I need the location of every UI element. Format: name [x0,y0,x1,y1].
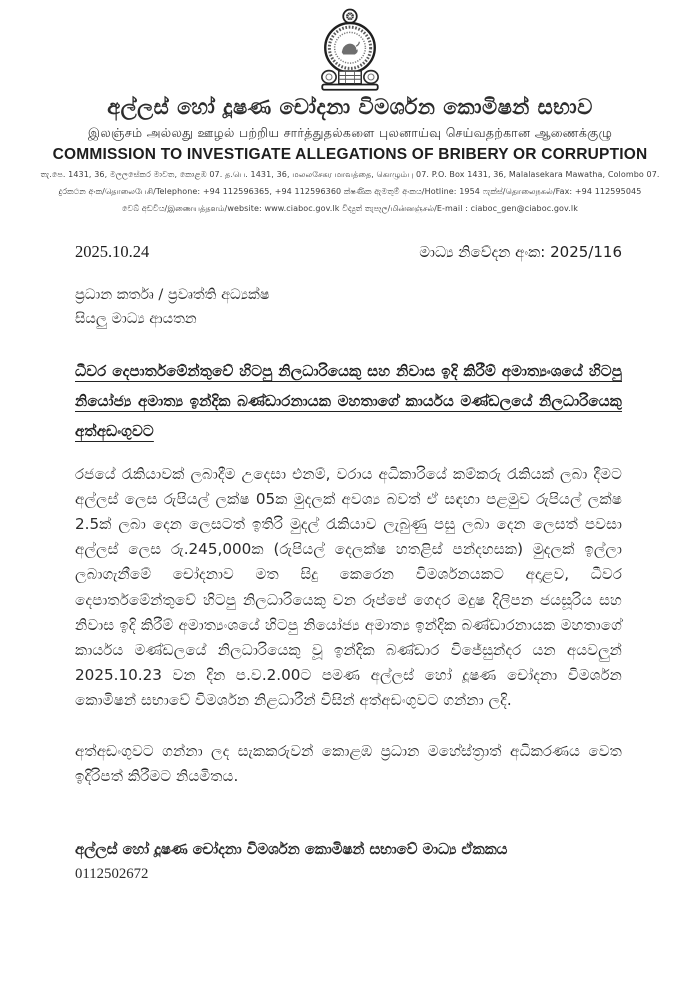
media-release-number: මාධ්‍ය නිවේදන අංක: 2025/116 [419,243,622,262]
sri-lanka-emblem-icon [312,8,388,84]
org-title-tamil: இலஞ்சம் அல்லது ஊழல் பற்றிய சார்த்துதல்களை புலனாய்வு செய்வதற்கான ஆணைக்குழு [87,125,613,141]
org-title-english: COMMISSION TO INVESTIGATE ALLEGATIONS OF BRIBERY OR CORRUPTION [52,146,648,164]
org-title-sinhala: අල්ලස් හෝ දූෂණ චෝදනා විමර්ශන කොමිෂන් සභාව [107,95,593,119]
media-unit-phone: 0112502672 [75,866,149,883]
recipient-line-1: ප්‍රධාන කර්තෘ / ප්‍රවෘත්ති අධ්‍යක්ෂ [75,287,270,304]
media-unit-signature: අල්ලස් හෝ දූෂණ චෝදනා විමර්ශන කොමිෂන් සභාවේ මාධ්‍ය ඒකකය [75,841,508,859]
letter-date: 2025.10.24 [75,242,150,262]
recipient-line-2: සියලු මාධ්‍ය ආයතන [75,310,197,327]
meta-row [75,242,622,262]
letter-body [75,242,622,883]
body-paragraph-1: රජයේ රැකියාවක් ලබාදීම උදෙසා එනම්, වරාය අධිකාරියේ කම්කරු රැකියක් ලබා දීමට අල්ලස් ලෙස රුපියල් ලක්ෂ 05ක මුදලක් අවශ්‍ය බවත් ඒ සඳහා පළමුව රුපියල් ලක්ෂ 2.5ක් ලබා දෙන ලෙසටත් ඉතිරි මුදල් රැකියාව ලැබුණු පසු ලබා දෙන ලෙසත් පවසා අල්ලස් ලෙස රු.245,000ක (රුපියල් දෙලක්ෂ හතළිස් පන්දහසක) මුදලක් ඉල්ලා ලබාගැනීමේ චෝදනාව මත සිදු කෙරෙන විමර්ශනයකට අදාළව, ධීවර දෙපාර්තමේන්තුවේ හිටපු නිලධාරියෙකු වන රූප්පේ ගෙදර මදුෂ දිලිපන ජයසූරිය සහ නිවාස ඉදි කිරීම් අමාත්‍යංශයේ හිටපු නියෝජ්‍ය අමාත්‍ය ඉන්දික බණ්ඩාරනායක මහතාගේ කාර්යය මණ්ඩලයේ නිලධාරියෙකු වූ ඉන්දික බණ්ඩාර විජේසුන්දර යන අයවලුන් 2025.10.23 වන දින ප.ව.2.00ට පමණ අල්ලස් හෝ දූෂණ චෝදනා විමර්ශන කොමිෂන් සභාවේ විමර්ශන නිළධාරීන් විසින් අත්අඩංගුවට ගන්නා ලදි. [75,465,622,709]
body-paragraph-2: අත්අඩංගුවට ගන්නා ලද සැකකරුවන් කොළඹ ප්‍රධාන මහේස්ත්‍රාත් අධිකරණය වෙත ඉදිරිපත් කිරීමට නියමිතය. [75,741,622,785]
phone-fax-line: දුරකථන අංක/தொலைபேசி/Telephone: +94 112596365, +94 112596360 ක්ෂණික ඇමතුම් අංකය/Hotline: 1954 ෆැක්ස්/தொலைநகல்/Fax: +94 112595045 [58,187,642,197]
letterhead [0,0,700,215]
address-line: තැ.පෙ. 1431, 36, මලලසේකර මාවත, කොළඹ 07. த.பெ. 1431, 36, மலலசேகர மாவத்தை, கொழும்பு 07. P.O. Box 1431, 36, Malalasekara Mawatha, Colombo 07. [40,170,660,180]
website-email-line: වෙබ් අඩවිය/இணையத்தளம்/website: www.ciaboc.gov.lk විද්‍යුත් තැපෑල/மின்னஞ்சல்/E-mail : ciaboc_gen@ciaboc.gov.lk [122,204,578,214]
recipient-block [75,284,622,331]
press-release-headline: ධීවර දෙපාර්තමේන්තුවේ හිටපු නිලධාරියෙකු සහ නිවාස ඉදි කිරීම් අමාත්‍යංශයේ හිටපු නියෝජ්‍ය අමාත්‍ය ඉන්දික බණ්ඩාරනායක මහතාගේ කාර්යය මණ්ඩලයේ නිලධාරියෙකු අත්අඩංගුවට [75,362,622,440]
